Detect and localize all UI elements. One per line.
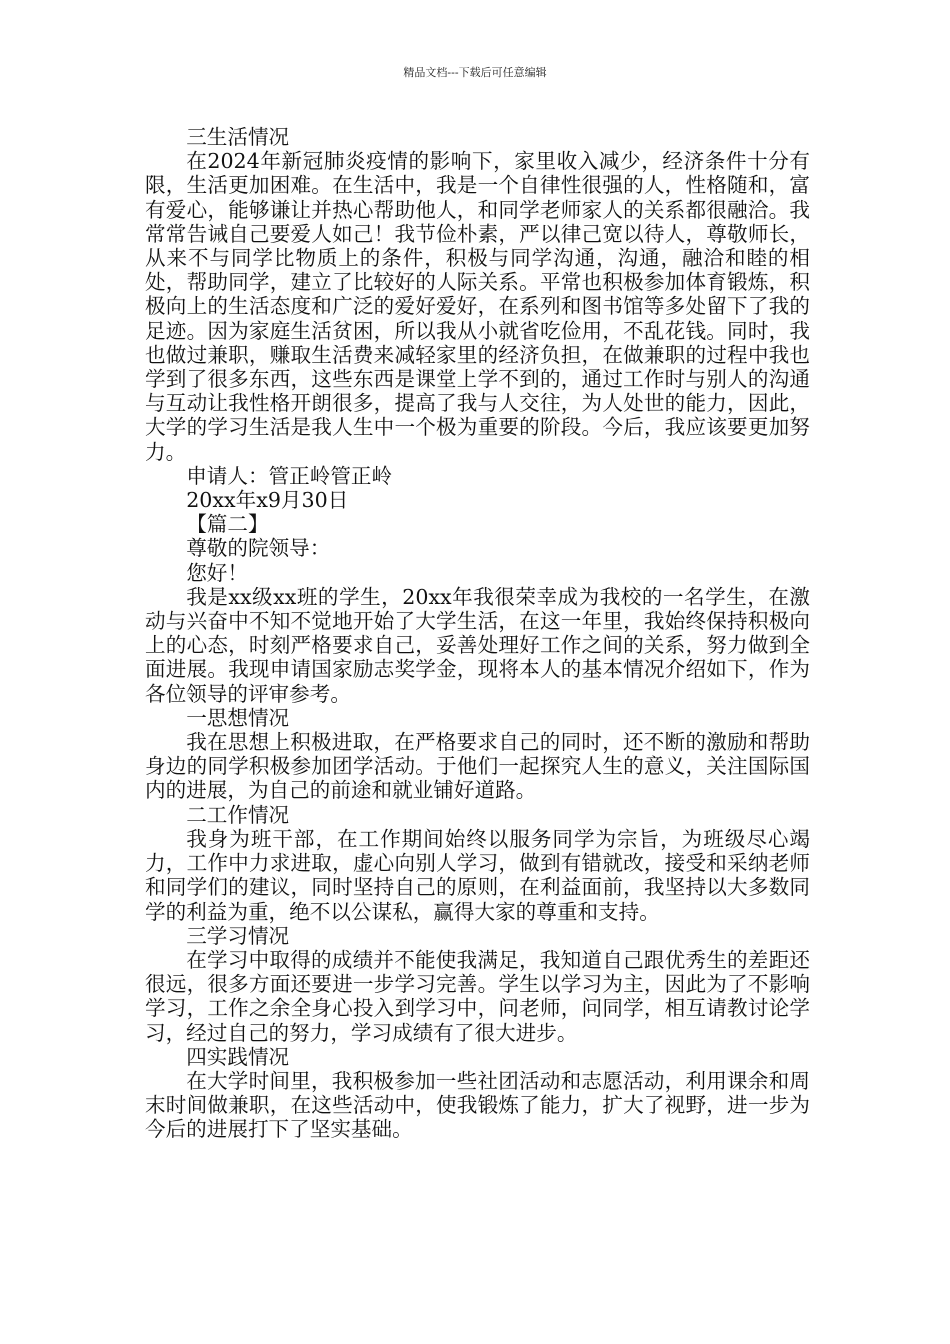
date-line: 20xx年x9月30日	[186, 488, 349, 513]
paragraph-living-situation: 在2024年新冠肺炎疫情的影响下，家里收入减少，经济条件十分有限，生活更加困难。在生活中，我是一个自律性很强的人，性格随和，富有爱心，能够谦让并热心帮助他人，和同学老师家人的关系都很融洽。我常常告诫自己要爱人如己！我节俭朴素，严以律己宽以待人，尊敬师长，从来不与同学比物质上的条件，积极与同学沟通，沟通，融洽和睦的相处，帮助同学，建立了比较好的人际关系。平常也积极参加体育锻炼，积极向上的生活态度和广泛的爱好爱好，在系列和图书馆等多处留下了我的足迹。因为家庭生活贫困，所以我从小就省吃俭用，不乱花钱。同时，我也做过兼职，赚取生活费来减轻家里的经济负担，在做兼职的过程中我也学到了很多东西，这些东西是课堂上学不到的，通过工作时与别人的沟通与互动让我性格开朗很多，提高了我与人交往，为人处世的能力，因此，大学的学习生活是我人生中一个极为重要的阶段。今后，我应该要更加努力。	[145, 149, 810, 464]
document-body	[145, 125, 810, 1142]
paragraph-practice: 在大学时间里，我积极参加一些社团活动和志愿活动，利用课余和周末时间做兼职，在这些活动中，使我锻炼了能力，扩大了视野，进一步为今后的进展打下了坚实基础。	[145, 1068, 810, 1142]
paragraph-thought: 我在思想上积极进取，在严格要求自己的同时，还不断的激励和帮助身边的同学积极参加团学活动。于他们一起探究人生的意义，关注国际国内的进展，为自己的前途和就业铺好道路。	[145, 730, 810, 803]
section-heading-practice: 四实践情况	[186, 1044, 290, 1069]
applicant-line: 申请人：管正岭管正岭	[186, 463, 393, 488]
paragraph-work: 我身为班干部，在工作期间始终以服务同学为宗旨，为班级尽心竭力，工作中力求进取，虚心向别人学习，做到有错就改，接受和采纳老师和同学们的建议，同时坚持自己的原则，在利益面前，我坚持以大多数同学的利益为重，绝不以公谋私，赢得大家的尊重和支持。	[145, 826, 810, 924]
chapter-heading: 【篇二】	[186, 512, 269, 537]
section-heading-work: 二工作情况	[186, 802, 290, 827]
section-heading-study: 三学习情况	[186, 923, 290, 948]
greeting: 您好！	[186, 560, 248, 585]
page-header: 精品文档---下载后可任意编辑	[403, 66, 547, 79]
paragraph-introduction: 我是xx级xx班的学生，20xx年我很荣幸成为我校的一名学生，在激动与兴奋中不知不觉地开始了大学生活，在这一年里，我始终保持积极向上的心态，时刻严格要求自己，妥善处理好工作之间的关系，努力做到全面进展。我现申请国家励志奖学金，现将本人的基本情况介绍如下，作为各位领导的评审参考。	[145, 584, 810, 706]
section-heading-living: 三生活情况	[186, 125, 290, 149]
salutation: 尊敬的院领导：	[186, 536, 331, 561]
section-heading-thought: 一思想情况	[186, 705, 290, 730]
paragraph-study: 在学习中取得的成绩并不能使我满足，我知道自己跟优秀生的差距还很远，很多方面还要进一步学习完善。学生以学习为主，因此为了不影响学习，工作之余全身心投入到学习中，问老师，问同学，相互请教讨论学习，经过自己的努力，学习成绩有了很大进步。	[145, 947, 810, 1045]
